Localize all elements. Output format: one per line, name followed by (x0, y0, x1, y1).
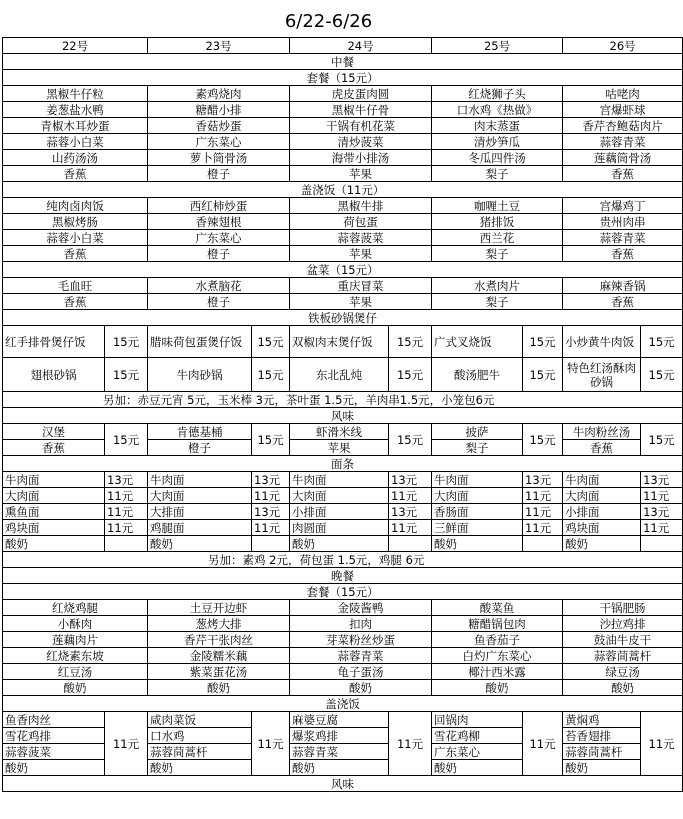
price-cell: 13元 (389, 504, 432, 520)
dish-cell: 红手排骨煲仔饭 (3, 326, 105, 358)
table-row (3, 648, 683, 664)
dish-cell: 酸奶 (290, 536, 389, 552)
dish-cell: 酸菜鱼 (432, 600, 563, 616)
dish-cell: 蒜蓉青菜 (563, 230, 683, 246)
price-cell: 11元 (389, 712, 432, 776)
dish-cell: 酸奶 (432, 536, 523, 552)
dish-cell: 龟子蛋汤 (290, 664, 432, 680)
price-cell: 15元 (389, 326, 432, 358)
dish-cell: 水煮脑花 (148, 278, 290, 294)
dish-cell: 猪排饭 (432, 214, 563, 230)
price-cell: 11元 (105, 488, 148, 504)
dish-cell: 鱼香茄子 (432, 632, 563, 648)
price-cell: 15元 (252, 358, 290, 392)
dish-cell: 香蕉 (3, 166, 148, 182)
dish-cell: 鼓油牛皮干 (563, 632, 683, 648)
dish-cell: 香辣翅根 (148, 214, 290, 230)
dish-cell: 纯肉卤肉饭 (3, 198, 148, 214)
dish-cell: 黑椒牛排 (290, 198, 432, 214)
dish-cell: 蒜蓉青菜 (563, 134, 683, 150)
dish-cell: 熏鱼面 (3, 504, 105, 520)
dish-cell: 东北乱炖 (290, 358, 389, 392)
dish-cell: 香蕉 (3, 294, 148, 310)
table-row (3, 166, 683, 182)
dish-cell: 沙拉鸡排 (563, 616, 683, 632)
dish-cell: 清炒菠菜 (290, 134, 432, 150)
dish-cell: 鸡腿面 (148, 520, 252, 536)
dish-cell: 莲藕肉片 (3, 632, 148, 648)
table-row (3, 294, 683, 310)
dish-cell: 大肉面 (148, 488, 252, 504)
dish-cell: 黑椒烤肠 (3, 214, 148, 230)
dish-cell: 香蕉 (563, 294, 683, 310)
dish-cell: 紫菜蛋花汤 (148, 664, 290, 680)
dish-cell: 广东菜心 (148, 134, 290, 150)
dish-cell: 口水鸡《热做》 (432, 102, 563, 118)
dish-cell: 大肉面 (432, 488, 523, 504)
dish-cell: 小炒黄牛肉饭 (563, 326, 641, 358)
dish-cell: 芽菜粉丝炒蛋 (290, 632, 432, 648)
section-header: 晚餐 (3, 568, 683, 584)
price-cell: 11元 (523, 504, 563, 520)
dish-cell: 香蕉 (3, 246, 148, 262)
table-row (3, 616, 683, 632)
dish-cell: 苹果 (290, 246, 432, 262)
dish-cell: 清炒笋瓜 (432, 134, 563, 150)
price-cell: 13元 (252, 504, 290, 520)
dish-cell: 肉末蒸蛋 (432, 118, 563, 134)
table-row (3, 680, 683, 696)
dish-cell: 扣肉 (290, 616, 432, 632)
dish-cell: 梨子 (432, 294, 563, 310)
section-header: 铁板砂锅煲仔 (3, 310, 683, 326)
price-cell: 15元 (389, 358, 432, 392)
price-cell: 11元 (105, 520, 148, 536)
dish-cell: 牛肉砂锅 (148, 358, 252, 392)
dish-cell: 酸奶 (3, 680, 148, 696)
price-cell: 11元 (523, 712, 563, 776)
dish-cell: 牛肉面 (290, 472, 389, 488)
dish-cell: 梨子 (432, 440, 523, 456)
dish-cell: 小排面 (563, 504, 641, 520)
dish-cell: 宫爆鸡丁 (563, 198, 683, 214)
dish-cell: 蒜蓉茼蒿杆 (563, 648, 683, 664)
dish-cell: 蒜蓉青菜 (290, 744, 389, 760)
price-cell: 11元 (252, 520, 290, 536)
price-cell: 15元 (105, 326, 148, 358)
dish-cell: 腊味荷包蛋煲仔饭 (148, 326, 252, 358)
price-cell: 11元 (641, 520, 683, 536)
price-cell: 11元 (523, 488, 563, 504)
dish-cell: 酸奶 (148, 760, 252, 776)
dish-cell: 酸奶 (432, 680, 563, 696)
day-header: 25号 (432, 38, 563, 54)
dish-cell: 苹果 (290, 166, 432, 182)
dish-cell: 咸肉菜饭 (148, 712, 252, 728)
dish-cell: 土豆开边虾 (148, 600, 290, 616)
dish-cell: 蒜蓉菠菜 (290, 230, 432, 246)
dish-cell: 山药汤汤 (3, 150, 148, 166)
dish-cell: 鱼香肉丝 (3, 712, 105, 728)
table-row (3, 214, 683, 230)
dish-cell: 蒜蓉茼蒿杆 (563, 744, 641, 760)
dish-cell: 绿豆汤 (563, 664, 683, 680)
dish-cell: 鸡块面 (563, 520, 641, 536)
dish-cell: 香蕉 (563, 246, 683, 262)
dish-cell: 蒜蓉小白菜 (3, 134, 148, 150)
dish-cell: 梨子 (432, 166, 563, 182)
section-header: 面条 (3, 456, 683, 472)
dish-cell: 香肠面 (432, 504, 523, 520)
dish-cell: 苹果 (290, 440, 389, 456)
price-cell: 15元 (389, 424, 432, 456)
day-header: 22号 (3, 38, 148, 54)
dish-cell: 香芹杏鲍菇肉片 (563, 118, 683, 134)
section-header: 风味 (3, 776, 683, 792)
dish-cell: 爆浆鸡排 (290, 728, 389, 744)
dish-cell: 咖喱土豆 (432, 198, 563, 214)
price-cell: 11元 (641, 712, 683, 776)
dish-cell: 橙子 (148, 166, 290, 182)
dish-cell: 酸奶 (3, 536, 105, 552)
dish-cell: 干锅肥肠 (563, 600, 683, 616)
table-row (3, 408, 683, 424)
dish-cell: 酸汤肥牛 (432, 358, 523, 392)
dish-cell: 葱烤大排 (148, 616, 290, 632)
dish-cell: 雪花鸡柳 (432, 728, 523, 744)
dish-cell: 西兰花 (432, 230, 563, 246)
dish-cell: 雪花鸡排 (3, 728, 105, 744)
dish-cell: 牛肉粉丝汤 (563, 424, 641, 440)
table-row (3, 198, 683, 214)
dish-cell: 大肉面 (563, 488, 641, 504)
dish-cell: 大排面 (148, 504, 252, 520)
dish-cell: 酸奶 (3, 760, 105, 776)
price-cell: 13元 (389, 472, 432, 488)
table-row (3, 712, 683, 728)
table-row (3, 696, 683, 712)
dish-cell: 红烧狮子头 (432, 86, 563, 102)
table-row (3, 392, 683, 408)
price-cell: 11元 (389, 488, 432, 504)
dish-cell: 酸奶 (148, 680, 290, 696)
table-row (3, 536, 683, 552)
price-cell: 13元 (523, 472, 563, 488)
dish-cell: 小酥肉 (3, 616, 148, 632)
dish-cell: 双椒肉末煲仔饭 (290, 326, 389, 358)
dish-cell: 红豆汤 (3, 664, 148, 680)
price-cell: 11元 (252, 712, 290, 776)
dish-cell: 肯德基桶 (148, 424, 252, 440)
dish-cell: 糖醋锅包肉 (432, 616, 563, 632)
dish-cell: 金陵糯米藕 (148, 648, 290, 664)
menu-body (3, 38, 683, 792)
dish-cell: 苔香翅排 (563, 728, 641, 744)
table-row (3, 310, 683, 326)
dish-cell: 口水鸡 (148, 728, 252, 744)
dish-cell: 糖醋小排 (148, 102, 290, 118)
dish-cell: 香蕉 (563, 166, 683, 182)
dish-cell: 毛血旺 (3, 278, 148, 294)
dish-cell: 酸奶 (563, 680, 683, 696)
table-row (3, 632, 683, 648)
table-row (3, 456, 683, 472)
dish-cell: 三鲜面 (432, 520, 523, 536)
price-cell: 13元 (641, 472, 683, 488)
dish-cell: 萝卜筒骨汤 (148, 150, 290, 166)
dish-cell: 黑椒牛仔粒 (3, 86, 148, 102)
dish-cell: 蒜蓉茼蒿杆 (148, 744, 252, 760)
dish-cell: 橙子 (148, 440, 252, 456)
day-header: 24号 (290, 38, 432, 54)
table-row (3, 70, 683, 86)
dish-cell: 牛肉面 (563, 472, 641, 488)
dish-cell: 冬瓜四件汤 (432, 150, 563, 166)
dish-cell: 广东菜心 (432, 744, 523, 760)
section-header: 套餐（15元） (3, 70, 683, 86)
dish-cell: 红烧鸡腿 (3, 600, 148, 616)
dish-cell: 虾滑米线 (290, 424, 389, 440)
dish-cell: 酸奶 (563, 760, 641, 776)
dish-cell: 水煮肉片 (432, 278, 563, 294)
table-row (3, 504, 683, 520)
dish-cell: 虎皮蛋肉圆 (290, 86, 432, 102)
price-cell (389, 536, 432, 552)
table-row (3, 600, 683, 616)
extras-note: 另加：赤豆元宵 5元，玉米棒 3元，茶叶蛋 1.5元，羊肉串1.5元，小笼包6元 (3, 392, 683, 408)
price-cell: 15元 (523, 358, 563, 392)
dish-cell: 大肉面 (3, 488, 105, 504)
section-header: 中餐 (3, 54, 683, 70)
price-cell: 15元 (252, 326, 290, 358)
dish-cell: 干锅有机花菜 (290, 118, 432, 134)
dish-cell: 梨子 (432, 246, 563, 262)
table-row (3, 358, 683, 392)
dish-cell: 麻辣香锅 (563, 278, 683, 294)
table-row (3, 584, 683, 600)
section-header: 风味 (3, 408, 683, 424)
day-header: 26号 (563, 38, 683, 54)
price-cell: 15元 (641, 358, 683, 392)
dish-cell: 咕咾肉 (563, 86, 683, 102)
dish-cell: 青椒木耳炒蛋 (3, 118, 148, 134)
dish-cell: 香菇炒蛋 (148, 118, 290, 134)
dish-cell: 披萨 (432, 424, 523, 440)
dish-cell: 蒜蓉菠菜 (3, 744, 105, 760)
dish-cell: 素鸡烧肉 (148, 86, 290, 102)
section-header: 盖浇饭 (3, 696, 683, 712)
price-cell: 15元 (252, 424, 290, 456)
dish-cell: 小排面 (290, 504, 389, 520)
table-row (3, 134, 683, 150)
table-row (3, 520, 683, 536)
dish-cell: 肉圆面 (290, 520, 389, 536)
dish-cell: 橙子 (148, 294, 290, 310)
dish-cell: 黄焖鸡 (563, 712, 641, 728)
table-row (3, 424, 683, 440)
price-cell: 11元 (252, 488, 290, 504)
extras-note: 另加：素鸡 2元，荷包蛋 1.5元，鸡腿 6元 (3, 552, 683, 568)
price-cell: 15元 (523, 424, 563, 456)
price-cell (252, 536, 290, 552)
table-row (3, 182, 683, 198)
price-cell: 11元 (105, 504, 148, 520)
table-row (3, 102, 683, 118)
price-cell: 11元 (523, 520, 563, 536)
section-header: 盆菜（15元） (3, 262, 683, 278)
day-header: 23号 (148, 38, 290, 54)
price-cell: 11元 (641, 488, 683, 504)
dish-cell: 翅根砂锅 (3, 358, 105, 392)
dish-cell: 香蕉 (563, 440, 641, 456)
dish-cell: 特色红汤酥肉砂锅 (563, 358, 641, 392)
section-header: 套餐（15元） (3, 584, 683, 600)
dish-cell: 蒜蓉小白菜 (3, 230, 148, 246)
table-row (3, 664, 683, 680)
price-cell (641, 536, 683, 552)
price-cell: 13元 (252, 472, 290, 488)
price-cell: 15元 (105, 358, 148, 392)
dish-cell: 麻婆豆腐 (290, 712, 389, 728)
price-cell: 11元 (389, 520, 432, 536)
dish-cell: 鸡块面 (3, 520, 105, 536)
table-row (3, 488, 683, 504)
dish-cell: 酸奶 (432, 760, 523, 776)
table-row (3, 118, 683, 134)
dish-cell: 荷包蛋 (290, 214, 432, 230)
table-row (3, 246, 683, 262)
dish-cell: 重庆冒菜 (290, 278, 432, 294)
table-row (3, 54, 683, 70)
price-cell: 15元 (641, 424, 683, 456)
dish-cell: 汉堡 (3, 424, 105, 440)
dish-cell: 贵州肉串 (563, 214, 683, 230)
dish-cell: 橙子 (148, 246, 290, 262)
dish-cell: 宫爆虾球 (563, 102, 683, 118)
price-cell: 11元 (105, 712, 148, 776)
table-row (3, 150, 683, 166)
table-row (3, 326, 683, 358)
dish-cell: 苹果 (290, 294, 432, 310)
dish-cell: 广东菜心 (148, 230, 290, 246)
dish-cell: 牛肉面 (3, 472, 105, 488)
price-cell: 15元 (105, 424, 148, 456)
price-cell: 15元 (523, 326, 563, 358)
dish-cell: 酸奶 (290, 680, 432, 696)
dish-cell: 牛肉面 (432, 472, 523, 488)
dish-cell: 黑椒牛仔骨 (290, 102, 432, 118)
dish-cell: 蒜蓉青菜 (290, 648, 432, 664)
dish-cell: 金陵酱鸭 (290, 600, 432, 616)
dish-cell: 白灼广东菜心 (432, 648, 563, 664)
table-row (3, 552, 683, 568)
price-cell: 15元 (641, 326, 683, 358)
section-header: 盖浇饭（11元） (3, 182, 683, 198)
dish-cell: 香蕉 (3, 440, 105, 456)
table-row (3, 262, 683, 278)
table-row (3, 38, 683, 54)
dish-cell: 香芹干张肉丝 (148, 632, 290, 648)
dish-cell: 红烧素东坡 (3, 648, 148, 664)
page-title: 6/22-6/26 (284, 11, 373, 32)
table-row (3, 86, 683, 102)
dish-cell: 莲藕筒骨汤 (563, 150, 683, 166)
dish-cell: 牛肉面 (148, 472, 252, 488)
dish-cell: 酸奶 (290, 760, 389, 776)
table-row (3, 776, 683, 792)
dish-cell: 姜葱盐水鸭 (3, 102, 148, 118)
dish-cell: 广式叉烧饭 (432, 326, 523, 358)
dish-cell: 大肉面 (290, 488, 389, 504)
price-cell (105, 536, 148, 552)
weekly-menu-table (2, 37, 683, 792)
price-cell (523, 536, 563, 552)
dish-cell: 酸奶 (148, 536, 252, 552)
dish-cell: 回锅肉 (432, 712, 523, 728)
table-row (3, 472, 683, 488)
dish-cell: 椰汁西米露 (432, 664, 563, 680)
table-row (3, 568, 683, 584)
dish-cell: 西红柿炒蛋 (148, 198, 290, 214)
price-cell: 13元 (105, 472, 148, 488)
dish-cell: 酸奶 (563, 536, 641, 552)
price-cell: 13元 (641, 504, 683, 520)
table-row (3, 230, 683, 246)
dish-cell: 海带小排汤 (290, 150, 432, 166)
table-row (3, 278, 683, 294)
